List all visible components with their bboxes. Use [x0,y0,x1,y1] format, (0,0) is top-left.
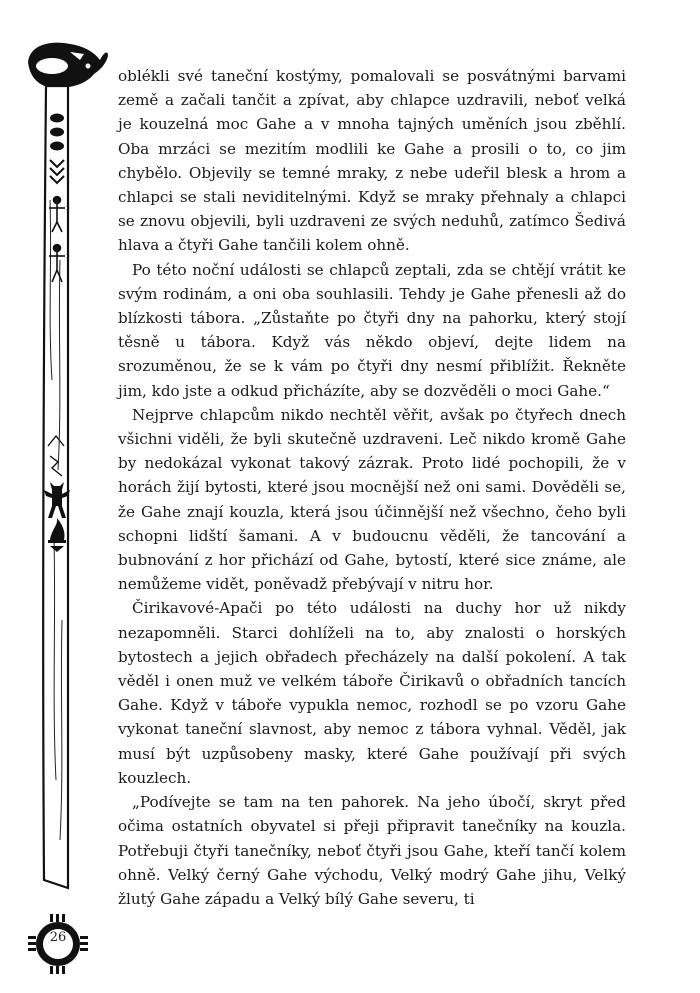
body-text [118,64,626,911]
page-number: 26 [49,930,67,945]
paragraph: Nejprve chlapcům nikdo nechtěl věřit, avšak po čtyřech dnech všichni viděli, že byli skutečně uzdraveni. Leč nikdo kromě Gahe by nedokázal vykonat takový zázrak. Proto lidé pochopili, že v horách žijí bytosti, které jsou mocnější než oni sami. Dověděli se, že Gahe znají kouzla, která jsou účinnější než všechno, čeho byli schopni lidští šamani. A v budoucnu věděli, že tancování a bubnování z hor přichází od Gahe, bytostí, které sice známe, ale nemůžeme vidět, poněvadž přebývají v nitru hor. [118,405,626,594]
buffalo-head-icon [28,43,108,88]
dots-pictograph [50,114,64,151]
paragraph: oblékli své taneční kostýmy, pomalovali se posvátnými barvami země a začali tančit a zpívat, aby chlapce uzdravili, neboť velká je kouzelná moc Gahe a v mnoha tajných uměních jsou zběhlí. Oba mrzáci se mezitím modlili ke Gahe a prosili o to, co jim chybělo. Objevily se temné mraky, z nebe udeřil blesk a hrom a chlapci se stali neviditelnými. Když se mraky přehnaly a chlapci se znovu objevili, byli uzdraveni ze svých neduhů, zatímco Šedivá hlava a čtyři Gahe tančili kolem ohně. [118,67,626,255]
paragraph: „Podívejte se tam na ten pahorek. Na jeho úbočí, skryt před očima ostatních obyvatel si přeji připravit tanečníky na kouzla. Potřebuji čtyři tanečníky, neboť čtyři jsou Gahe, kteří tančí kolem ohně. Velký černý Gahe východu, Velký modrý Gahe jihu, Velký žlutý Gahe západu a Velký bílý Gahe severu, ti [118,793,626,908]
decorative-staff [0,0,110,993]
paragraph: Čirikavové-Apači po této události na duchy hor už nikdy nezapomněli. Starci dohlíželi na to, aby znalosti o horských bytostech a jejich obřadech přecházely na další pokolení. A tak věděl i onen muž ve velkém táboře Čirikavů o obřadních tancích Gahe. Když v táboře vypukla nemoc, rozhodl se po vzoru Gahe vykonat taneční slavnost, aby nemoc z tábora vyhnal. Věděl, jak musí být uzpůsobeny masky, které Gahe používají při svých kouzlech. [118,599,626,787]
paragraph: Po této noční události se chlapců zeptali, zda se chtějí vrátit ke svým rodinám, a oni oba souhlasili. Tehdy je Gahe přenesli až do blízkosti tábora. „Zůstaňte po čtyři dny na pahorku, který stojí těsně u tábora. Když vás někdo objeví, dejte lidem na srozuměnou, že se k vám po čtyři dny nesmí přiblížit. Řekněte jim, kdo jste a odkud přicházíte, aby se dozvěděli o moci Gahe.“ [118,260,626,400]
